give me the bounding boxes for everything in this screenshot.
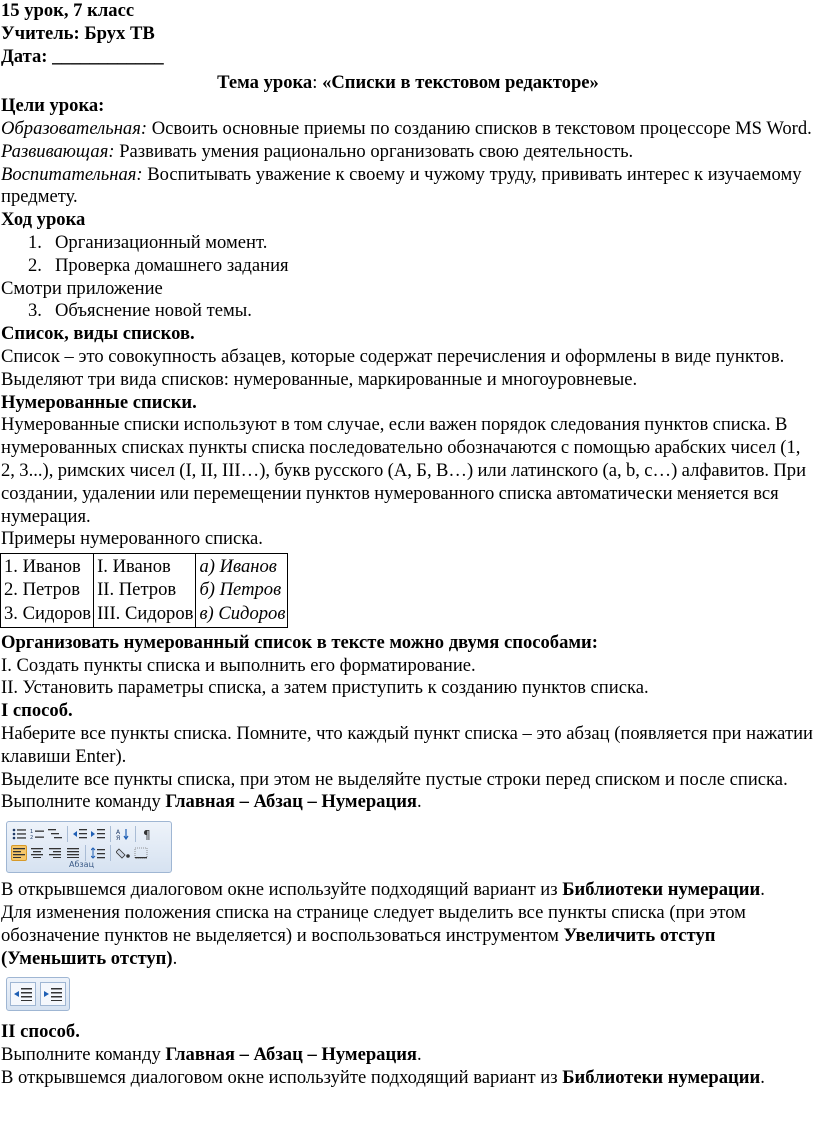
- numbered-title: Нумерованные списки.: [1, 391, 197, 413]
- toolbar-caption: Абзац: [69, 860, 95, 870]
- paragraph-toolbar-image: [6, 821, 172, 873]
- svg-text:A: A: [116, 829, 121, 837]
- organize-way-1: I. Создать пункты списка и выполнить его форматирование.: [1, 654, 476, 676]
- svg-text:Я: Я: [116, 835, 121, 841]
- goals-title: Цели урока:: [1, 95, 105, 117]
- course-title: Ход урока: [1, 209, 86, 231]
- organize-title: Организовать нумерованный список в тексте можно двумя способами:: [1, 631, 598, 653]
- justify-icon[interactable]: [65, 845, 81, 861]
- increase-indent-icon[interactable]: [90, 826, 106, 842]
- goal-developing: Развивающая: Развивать умения рационально организовать свою деятельность.: [1, 140, 634, 162]
- lists-types: Выделяют три вида списков: нумерованные, маркированные и многоуровневые.: [1, 368, 638, 390]
- method2-title: II способ.: [1, 1021, 80, 1043]
- examples-caption: Примеры нумерованного списка.: [1, 528, 263, 550]
- toolbar-row: [11, 845, 149, 861]
- organize-way-2: II. Установить параметры списка, а затем приступить к созданию пунктов списка.: [1, 677, 649, 699]
- method1-indent-hint: Для изменения положения списка на странице следует выделить все пункты списка (при этом обозначение пунктов не выделяется) и воспользоваться инструментом Увеличить отступ (Уменьшить отступ).: [1, 901, 746, 969]
- lists-title: Список, виды списков.: [1, 323, 195, 345]
- borders-icon[interactable]: [133, 845, 149, 861]
- svg-text:2: 2: [30, 835, 34, 841]
- list-item: 3. Объяснение новой темы.: [28, 300, 252, 322]
- bullets-icon[interactable]: [11, 826, 27, 842]
- topic-line: Тема урока: «Списки в текстовом редакторе»: [217, 72, 599, 94]
- method1-title: I способ.: [1, 700, 73, 722]
- toolbar-divider: [67, 826, 68, 842]
- example-arabic-column: 1. Иванов 2. Петров 3. Сидоров: [1, 554, 94, 628]
- increase-indent-icon[interactable]: [40, 982, 66, 1006]
- toolbar-divider: [110, 826, 111, 842]
- align-left-icon[interactable]: [11, 845, 27, 861]
- see-appendix: Смотри приложение: [1, 277, 163, 299]
- goal-upbringing: Воспитательная: Воспитывать уважение к своему и чужому труду, прививать интерес к изучаемому предмету.: [1, 163, 802, 208]
- method1-command: Выполните команду Главная – Абзац – Нумерация.: [1, 791, 422, 813]
- lists-definition: Список – это совокупность абзацев, которые содержат перечисления и оформлены в виде пунктов.: [1, 345, 785, 367]
- goal-educational: Образовательная: Освоить основные приемы по созданию списков в текстовом процессоре MS Word.: [1, 117, 812, 139]
- numbered-description: Нумерованные списки используют в том случае, если важен порядок следования пунктов списка. В нумерованных списках пункты списка последовательно обозначаются с помощью арабских чисел (1, 2, 3...), римских чисел (I, II, III…), букв русского (А, Б, В…) или латинского (a, b, c…) алфавитов. При создании, удалении или перемещении пунктов нумерованного списка автоматически меняется вся нумерация.: [1, 414, 807, 527]
- lesson-line: 15 урок, 7 класс: [1, 0, 135, 21]
- align-right-icon[interactable]: [47, 845, 63, 861]
- method2-command: Выполните команду Главная – Абзац – Нумерация.: [1, 1044, 422, 1066]
- multilevel-list-icon[interactable]: [47, 826, 63, 842]
- toolbar-row: [11, 826, 156, 842]
- svg-text:¶: ¶: [143, 828, 151, 841]
- table-row: [1, 554, 288, 628]
- teacher-line: Учитель: Брух ТВ: [1, 22, 155, 44]
- method1-step-type: Наберите все пункты списка. Помните, что каждый пункт списка – это абзац (появляется при нажатии клавиши Enter).: [1, 722, 813, 767]
- method2-dialog-hint: В открывшемся диалоговом окне используйте подходящий вариант из Библиотеки нумерации.: [1, 1066, 765, 1088]
- date-line: Дата: ____________: [1, 45, 164, 67]
- decrease-indent-icon[interactable]: [72, 826, 88, 842]
- examples-table: [0, 553, 288, 628]
- svg-text:1: 1: [30, 829, 34, 836]
- sort-icon[interactable]: [115, 826, 131, 842]
- toolbar-divider: [110, 845, 111, 861]
- toolbar-divider: [85, 845, 86, 861]
- indent-buttons-image: [6, 977, 70, 1011]
- decrease-indent-icon[interactable]: [10, 982, 36, 1006]
- numbering-icon[interactable]: [29, 826, 45, 842]
- show-marks-icon[interactable]: [140, 826, 156, 842]
- list-item: 2. Проверка домашнего задания: [28, 254, 289, 276]
- example-roman-column: I. Иванов II. Петров III. Сидоров: [94, 554, 196, 628]
- align-center-icon[interactable]: [29, 845, 45, 861]
- method1-step-select: Выделите все пункты списка, при этом не выделяйте пустые строки перед списком и после списка.: [1, 768, 788, 790]
- example-letter-column: а) Иванов б) Петров в) Сидоров: [196, 554, 288, 628]
- list-item: 1. Организационный момент.: [28, 231, 268, 253]
- shading-icon[interactable]: [115, 845, 131, 861]
- toolbar-divider: [135, 826, 136, 842]
- line-spacing-icon[interactable]: [90, 845, 106, 861]
- method1-dialog-hint: В открывшемся диалоговом окне используйте подходящий вариант из Библиотеки нумерации.: [1, 879, 765, 901]
